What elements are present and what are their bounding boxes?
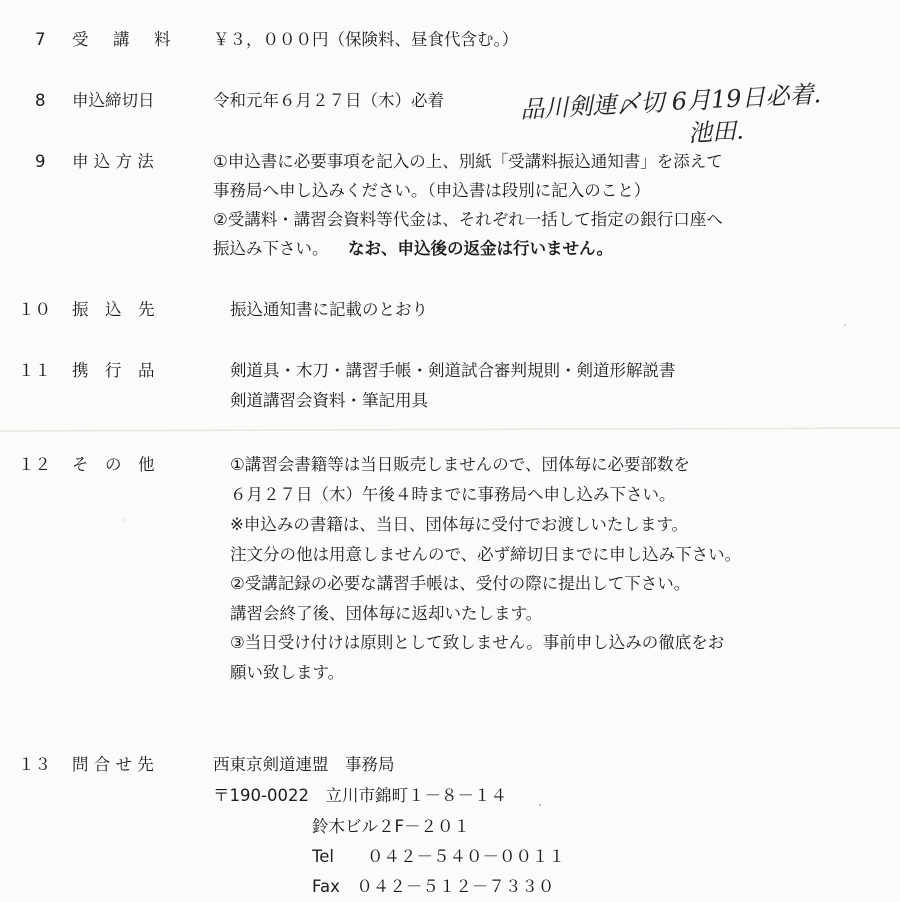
contact-address: 〒190-0022 立川市錦町１－８－１４ <box>213 786 507 805</box>
item-label: 携 行 品 <box>72 361 155 380</box>
item-text: ①申込書に必要事項を記入の上、別紙「受講料振込通知書」を添えて <box>213 152 723 171</box>
item-text: 願い致します。 <box>230 663 345 682</box>
handwritten-signature: 池田. <box>687 116 745 148</box>
item-label: 問 合 せ 先 <box>72 755 154 774</box>
item-text: 事務局へ申し込みください。（申込書は段別に記入のこと） <box>213 181 651 200</box>
item-text: 剣道具・木刀・講習手帳・剣道試合審判規則・剣道形解説書 <box>230 361 676 380</box>
item-number: 8 <box>35 91 46 110</box>
contact-tel: Tel ０４２－５４０－００１１ <box>312 847 566 866</box>
item-text: ※申込みの書籍は、当日、団体毎に受付でお渡しいたします。 <box>230 515 689 534</box>
item-label: 受 講 料 <box>72 30 175 49</box>
item-text: ②受講料・講習会資料等代金は、それぞれ一括して指定の銀行口座へ <box>213 210 723 229</box>
item-text: 令和元年６月２７日（木）必着 <box>213 91 444 110</box>
contact-org: 西東京剣道連盟 事務局 <box>213 755 395 774</box>
item-text: 講習会終了後、団体毎に返却いたします。 <box>230 604 543 623</box>
item-text: 振込通知書に記載のとおり <box>230 300 428 319</box>
item-text-bold: なお、申込後の返金は行いません。 <box>348 239 613 258</box>
item-label: 振 込 先 <box>72 300 155 319</box>
item-number: 9 <box>35 152 46 171</box>
item-text: ②受講記録の必要な講習手帳は、受付の際に提出して下さい。 <box>230 574 691 593</box>
item-text: ③当日受け付けは原則として致しません。事前申し込みの徹底をお <box>230 633 725 652</box>
contact-building: 鈴木ビル２F－２０１ <box>312 817 470 836</box>
item-label: そ の 他 <box>72 455 155 474</box>
item-number: １２ <box>18 455 51 474</box>
item-text: 剣道講習会資料・筆記用具 <box>230 391 428 410</box>
item-text: ６月２７日（木）午後４時までに事務局へ申し込み下さい。 <box>230 485 676 504</box>
item-text: 注文分の他は用意しませんので、必ず締切日までに申し込み下さい。 <box>230 545 742 564</box>
item-number: １１ <box>18 361 51 380</box>
contact-fax: Fax ０４２－５１２－７３３０ <box>312 877 555 896</box>
item-label: 申 込 方 法 <box>72 152 154 171</box>
handwritten-note: 品川剣連〆切 6月19日必着. <box>519 80 822 124</box>
item-text: 振込み下さい。 <box>213 239 329 258</box>
item-number: １０ <box>18 300 51 319</box>
item-text: ￥３，０００円（保険料、昼食代含む。） <box>213 30 519 49</box>
item-text: ①講習会書籍等は当日販売しませんので、団体毎に必要部数を <box>230 455 690 474</box>
item-label: 申込締切日 <box>72 91 155 110</box>
item-number: １３ <box>18 755 51 774</box>
item-number: 7 <box>35 30 46 49</box>
